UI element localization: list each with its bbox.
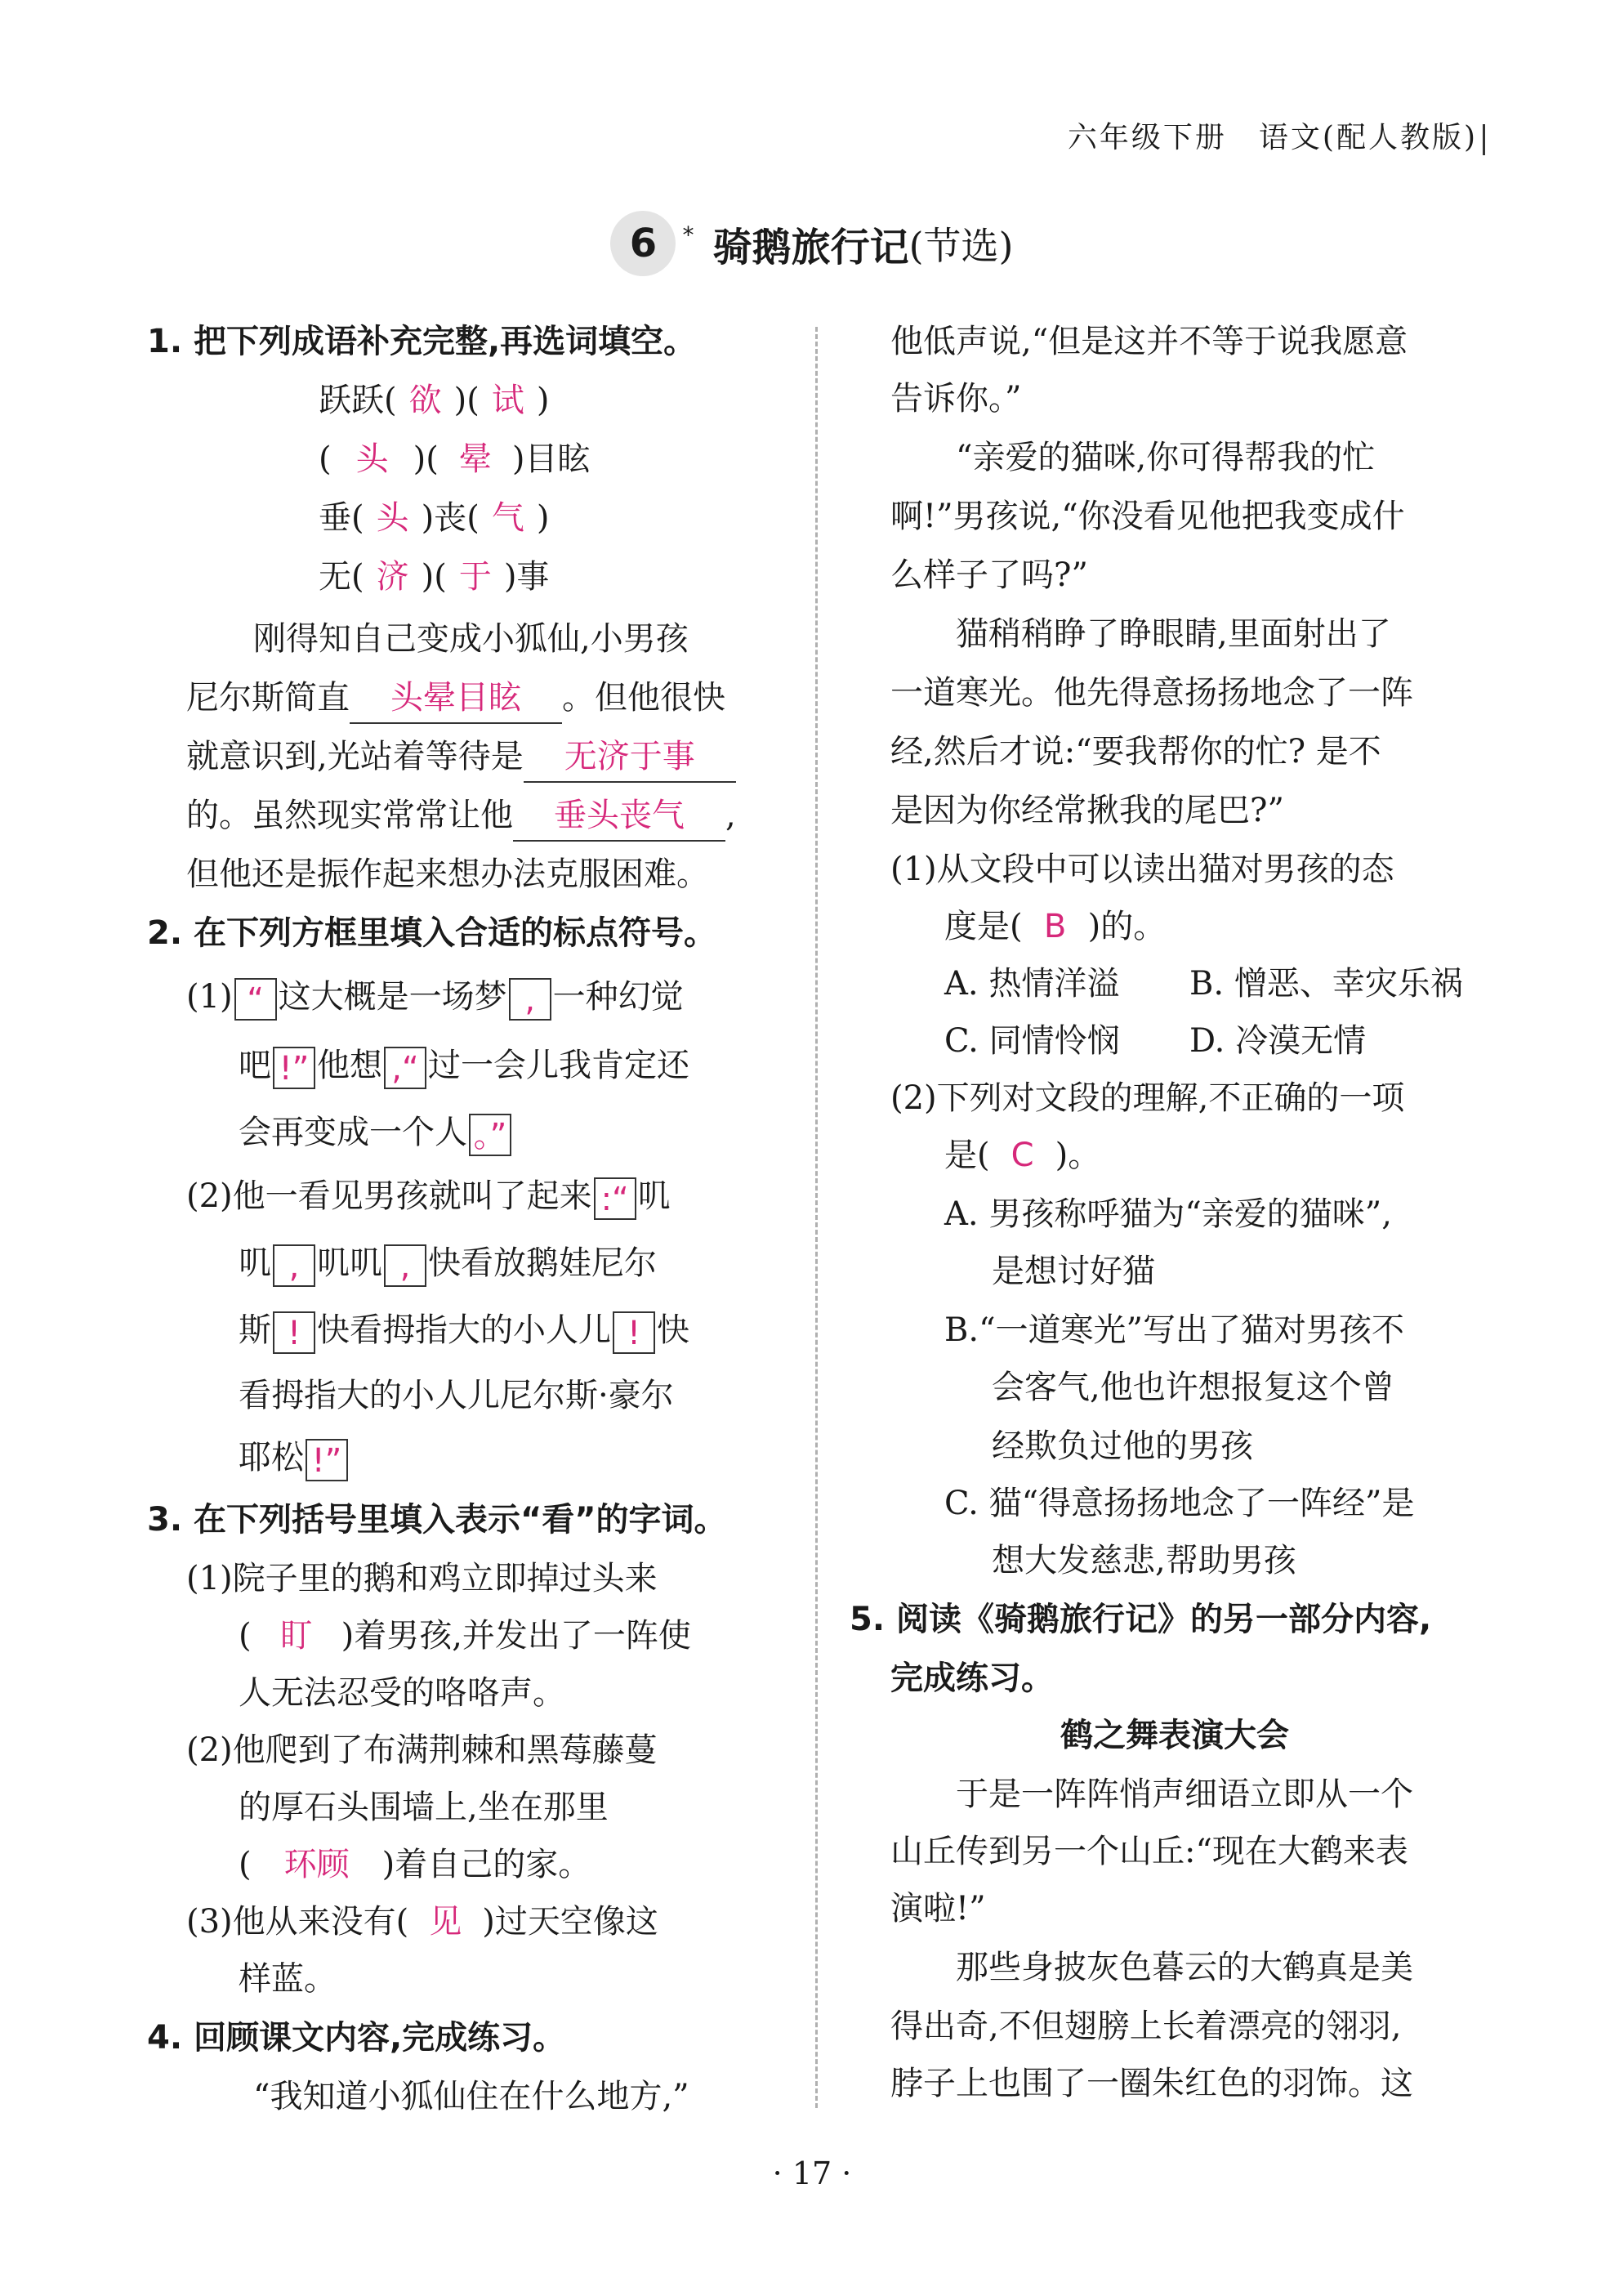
idiom-answer: 气 bbox=[491, 499, 524, 537]
fill-blank-answer: 头晕目眩 bbox=[350, 673, 562, 724]
punctuation-box: , bbox=[384, 1244, 426, 1287]
sentence-text: ( bbox=[239, 1617, 252, 1655]
lesson-number: 6 bbox=[629, 221, 658, 266]
q4-passage-line-5: 啊!”男孩说,“你没看见他把我变成什 bbox=[890, 498, 1405, 535]
option-d: D. 冷漠无情 bbox=[1189, 1022, 1367, 1060]
option-c: C. 同情怜悯 bbox=[944, 1022, 1120, 1060]
idiom-answer: 于 bbox=[458, 558, 492, 596]
punctuation-box: ! bbox=[273, 1311, 315, 1354]
q4-stem: 4. 回顾课文内容,完成练习。 bbox=[147, 2019, 566, 2057]
idiom-text: 垂( bbox=[319, 499, 364, 537]
sentence-text: )过天空像这 bbox=[482, 1903, 658, 1941]
idiom-answer: 头 bbox=[376, 499, 409, 537]
q5-stem-2: 完成练习。 bbox=[890, 1659, 1054, 1697]
idiom-text: )目眩 bbox=[511, 440, 591, 478]
idiom-answer: 头 bbox=[355, 440, 389, 478]
sentence-text: )着自己的家。 bbox=[381, 1846, 591, 1883]
sentence-text: 叽叽 bbox=[317, 1244, 382, 1282]
sentence-text: 他想 bbox=[317, 1047, 382, 1084]
idiom-text: ) bbox=[536, 499, 550, 537]
title-sub: (节选) bbox=[908, 224, 1014, 268]
q4-sub2-line-1: (2)下列对文段的理解,不正确的一项 bbox=[890, 1079, 1405, 1117]
q3-s2-line-3 bbox=[239, 1840, 591, 1889]
lesson-title bbox=[0, 211, 1624, 276]
q3-s1-line-3: 人无法忍受的咯咯声。 bbox=[239, 1674, 565, 1712]
passage-text: 尼尔斯简直 bbox=[186, 679, 350, 717]
q4-sub2-option-a2: 是想讨好猫 bbox=[992, 1253, 1155, 1290]
q4-passage-line-7: 猫稍稍睁了睁眼睛,里面射出了 bbox=[956, 615, 1391, 653]
q5-passage-line-3: 演啦!” bbox=[890, 1890, 986, 1927]
choice-answer: B bbox=[1043, 908, 1067, 945]
q5-passage-title: 鹤之舞表演大会 bbox=[1060, 1717, 1289, 1754]
option-a: A. 热情洋溢 bbox=[944, 965, 1120, 1003]
q2-s1-line-3 bbox=[239, 1108, 513, 1157]
q4-passage-line-9: 经,然后才说:“要我帮你的忙? 是不 bbox=[890, 733, 1381, 771]
fill-answer: 见 bbox=[429, 1903, 462, 1941]
q3-stem: 3. 在下列括号里填入表示“看”的字词。 bbox=[147, 1501, 727, 1539]
q1-passage-line-5: 但他还是振作起来想办法克服困难。 bbox=[186, 855, 709, 893]
q5-passage-line-4: 那些身披灰色暮云的大鹤真是美 bbox=[956, 1949, 1413, 1986]
q3-s1-line-1: (1)院子里的鹅和鸡立即掉过头来 bbox=[186, 1560, 658, 1597]
q5-passage-line-2: 山丘传到另一个山丘:“现在大鹤来表 bbox=[890, 1833, 1408, 1870]
title-main: 骑鹅旅行记 bbox=[712, 224, 909, 270]
idiom-answer: 欲 bbox=[408, 382, 442, 419]
idiom-text: )丧( bbox=[421, 499, 480, 537]
fill-blank-answer: 无济于事 bbox=[524, 732, 736, 783]
option-b: B. 憎恶、幸灾乐祸 bbox=[1189, 965, 1463, 1003]
idiom-text: )( bbox=[453, 382, 480, 419]
sentence-text: 度是( bbox=[944, 908, 1023, 945]
q2-s2-line-1 bbox=[186, 1172, 671, 1221]
passage-text: 就意识到,光站着等待是 bbox=[186, 738, 524, 775]
q3-s3-line-1 bbox=[186, 1897, 658, 1946]
q1-passage-line-1: 刚得知自己变成小狐仙,小男孩 bbox=[253, 620, 689, 658]
item-label: (2) bbox=[186, 1177, 233, 1215]
running-header bbox=[1068, 114, 1485, 156]
q1-stem: 1. 把下列成语补充完整,再选词填空。 bbox=[147, 323, 697, 360]
q4-sub1-line-1: (1)从文段中可以读出猫对男孩的态 bbox=[890, 851, 1394, 888]
idiom-answer: 晕 bbox=[458, 440, 492, 478]
q1-idiom-4 bbox=[319, 552, 549, 601]
sentence-text: 耶松 bbox=[239, 1439, 304, 1476]
punctuation-box: !” bbox=[273, 1047, 315, 1089]
q2-s1-line-1 bbox=[186, 972, 684, 1021]
lesson-star: * bbox=[682, 221, 694, 248]
idiom-text: ( bbox=[319, 440, 332, 478]
q2-s1-line-2 bbox=[239, 1041, 689, 1090]
idiom-text: ) bbox=[536, 382, 550, 419]
q4-sub2-option-b2: 会客气,他也许想报复这个曾 bbox=[992, 1369, 1394, 1406]
q4-sub1-options-1 bbox=[944, 959, 1463, 1008]
passage-text: 的。虽然现实常常让他 bbox=[186, 797, 513, 834]
sentence-text: 这大概是一场梦 bbox=[278, 978, 507, 1016]
passage-text: , bbox=[725, 797, 736, 834]
q2-s2-line-2 bbox=[239, 1239, 657, 1288]
q4-sub2-line-2 bbox=[944, 1131, 1100, 1180]
q4-sub2-option-a1: A. 男孩称呼猫为“亲爱的猫咪”, bbox=[944, 1195, 1392, 1233]
sentence-text: )的。 bbox=[1087, 908, 1167, 945]
sentence-text: 会再变成一个人 bbox=[239, 1114, 467, 1151]
q1-passage-line-2 bbox=[186, 673, 725, 724]
q1-idiom-2 bbox=[319, 435, 590, 484]
passage-text: 。但他很快 bbox=[562, 679, 725, 717]
sentence-text: 斯 bbox=[239, 1311, 271, 1349]
punctuation-box: :“ bbox=[594, 1177, 636, 1220]
q3-s1-line-2 bbox=[239, 1611, 691, 1660]
sentence-text: ( bbox=[239, 1846, 252, 1883]
q1-passage-line-3 bbox=[186, 732, 736, 783]
column-divider bbox=[815, 327, 818, 2108]
q4-passage-line-8: 一道寒光。他先得意扬扬地念了一阵 bbox=[890, 674, 1413, 712]
punctuation-box: , bbox=[273, 1244, 315, 1287]
sentence-text: 快看放鹅娃尼尔 bbox=[428, 1244, 657, 1282]
sentence-text: (3)他从来没有( bbox=[186, 1903, 409, 1941]
q4-sub1-options-2 bbox=[944, 1016, 1366, 1065]
punctuation-box: ! bbox=[613, 1311, 655, 1354]
idiom-text: )( bbox=[421, 558, 447, 596]
q2-s2-line-4: 看拇指大的小人儿尼尔斯·豪尔 bbox=[239, 1377, 674, 1414]
q5-stem-1: 5. 阅读《骑鹅旅行记》的另一部分内容, bbox=[850, 1601, 1432, 1638]
q1-passage-line-4 bbox=[186, 791, 736, 842]
lesson-number-badge bbox=[610, 211, 694, 276]
sentence-text: )着男孩,并发出了一阵使 bbox=[341, 1617, 691, 1655]
q4-sub2-option-b3: 经欺负过他的男孩 bbox=[992, 1427, 1253, 1465]
sentence-text: 一种幻觉 bbox=[552, 978, 684, 1016]
q4-passage-line-3: 告诉你。” bbox=[890, 380, 1022, 418]
q2-s2-line-3 bbox=[239, 1306, 689, 1355]
punctuation-box: ,“ bbox=[384, 1047, 426, 1089]
sentence-text: 吧 bbox=[239, 1047, 271, 1084]
punctuation-box: !” bbox=[306, 1439, 348, 1481]
q4-sub2-option-b1: B.“一道寒光”写出了猫对男孩不 bbox=[944, 1311, 1405, 1349]
fill-answer: 盯 bbox=[279, 1617, 313, 1655]
sentence-text: 他一看见男孩就叫了起来 bbox=[232, 1177, 592, 1215]
header-text: 六年级下册 语文(配人教版) bbox=[1067, 121, 1478, 154]
sentence-text: 是( bbox=[944, 1137, 990, 1174]
q4-passage-line-1: “我知道小狐仙住在什么地方,” bbox=[253, 2078, 689, 2115]
q4-passage-line-6: 么样子了吗?” bbox=[890, 556, 1088, 594]
item-label: (1) bbox=[186, 978, 233, 1016]
q5-passage-line-5: 得出奇,不但翅膀上长着漂亮的翎羽, bbox=[890, 2008, 1402, 2045]
sentence-text: 快看拇指大的小人儿 bbox=[317, 1311, 611, 1349]
choice-answer: C bbox=[1011, 1137, 1034, 1174]
header-bar bbox=[1483, 124, 1485, 155]
sentence-text: 叽 bbox=[637, 1177, 671, 1215]
idiom-text: )事 bbox=[503, 558, 550, 596]
punctuation-box: , bbox=[509, 978, 551, 1021]
q5-passage-line-1: 于是一阵阵悄声细语立即从一个 bbox=[956, 1776, 1413, 1813]
idiom-answer: 济 bbox=[376, 558, 409, 596]
q4-sub2-option-c2: 想大发慈悲,帮助男孩 bbox=[992, 1542, 1296, 1579]
q1-idiom-3 bbox=[319, 494, 549, 543]
q3-s2-line-1: (2)他爬到了布满荆棘和黑莓藤蔓 bbox=[186, 1731, 658, 1769]
sentence-text: 过一会儿我肯定还 bbox=[428, 1047, 689, 1084]
idiom-answer: 试 bbox=[491, 382, 524, 419]
q4-sub1-line-2 bbox=[944, 902, 1166, 951]
q5-passage-line-6: 脖子上也围了一圈朱红色的羽饰。这 bbox=[890, 2065, 1413, 2102]
idiom-text: 跃跃( bbox=[319, 382, 397, 419]
sentence-text: 快 bbox=[657, 1311, 689, 1349]
q2-s2-line-5 bbox=[239, 1433, 350, 1482]
q3-s3-line-2: 样蓝。 bbox=[239, 1960, 337, 1998]
q2-stem: 2. 在下列方框里填入合适的标点符号。 bbox=[147, 914, 716, 952]
punctuation-box: “ bbox=[234, 978, 277, 1021]
q1-idiom-1 bbox=[319, 376, 549, 425]
fill-blank-answer: 垂头丧气 bbox=[513, 791, 725, 842]
sentence-text: 叽 bbox=[239, 1244, 271, 1282]
page-number: · 17 · bbox=[772, 2155, 852, 2191]
q4-passage-line-4: “亲爱的猫咪,你可得帮我的忙 bbox=[956, 439, 1376, 476]
q4-sub2-option-c1: C. 猫“得意扬扬地念了一阵经”是 bbox=[944, 1485, 1415, 1522]
q4-passage-line-2: 他低声说,“但是这并不等于说我愿意 bbox=[890, 323, 1408, 360]
idiom-text: 无( bbox=[319, 558, 364, 596]
idiom-text: )( bbox=[413, 440, 439, 478]
sentence-text: )。 bbox=[1055, 1137, 1101, 1174]
q3-s2-line-2: 的厚石头围墙上,坐在那里 bbox=[239, 1789, 609, 1826]
fill-answer: 环顾 bbox=[283, 1846, 350, 1883]
punctuation-box: 。” bbox=[469, 1114, 511, 1156]
q4-passage-line-10: 是因为你经常揪我的尾巴?” bbox=[890, 792, 1284, 829]
